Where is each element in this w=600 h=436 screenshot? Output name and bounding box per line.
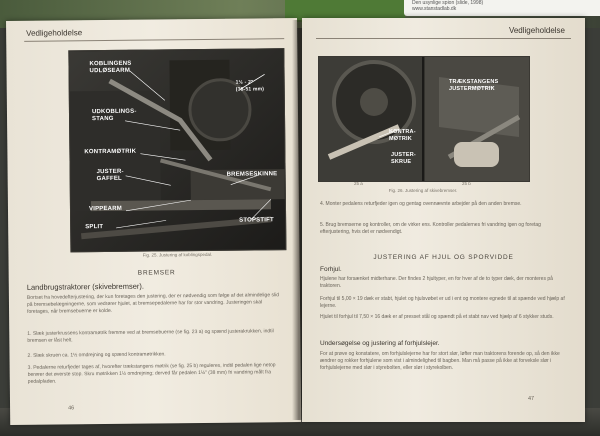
bremser-intro-paragraph: Bortset fra hovedefterjustering, der kun foretages den justering, der er nødvendig som følge af det almindelige slid på bremsebelægningerne, som vedrører hjulet, at bremsepedalerne har for stor vandring. Justeringen skal foretages, når bremsebuerne er kolde. — [26, 292, 280, 315]
forhjulslejer-paragraph: For at prøve og konstatere, om forhjulslejerne har for stort slør, løfter man traktorens forende op, så den ikke ændrer og rokker forhjulene som vist i almindelighed til bagben. Man må passe på ikke at forveksle slør i forhjulslejerne med slør i styrebolten, eller slør i styrekolben. — [320, 351, 560, 371]
section-title-bremser: BREMSER — [137, 269, 176, 277]
label-traekstangens-justermotrik: TRÆKSTANGENS JUSTERMØTRIK — [449, 79, 499, 92]
bremser-step-5: 5. Brug bremserne og kontroller, om de virker ens. Kontroller pedalernes fri vandring igen og foretag efterjustering, hvis det er nødvendigt. — [320, 222, 541, 235]
label-bremseskinne: BREMSESKINNE — [226, 171, 278, 178]
label-koblingens-udlosearm: KOBLINGENS UDLØSEARM — [89, 60, 132, 74]
forhjul-paragraph: Hjulene har forsænket midterhane. Der findes 2 hjultyper, en for hver af de to typer dæk, der monteres på traktoren. — [320, 276, 553, 289]
bremser-step-3: 3. Pedalerne returfjeder tages af, hvorefter trækstangens møtrik (se fig. 25 b) reguleres, indtil pedalen lige netop berører det øverste stop. Skru møtrikken 1½ omdrejning; derved får pedalen 1½" (38 mm) fri vandring målt fra pedalpladen. — [27, 362, 276, 385]
caption-25b: 25 b — [462, 181, 471, 186]
brake-photo-drawing — [319, 57, 529, 181]
right-photo — [318, 56, 530, 182]
bremser-step-1: 1. Slæk justerkrussens kontramøtrik fremme ved at bremsebuerne (se fig. 23 a) og spænd justerakrukken, indtil bremsen er låst helt. — [27, 328, 274, 344]
label-kontra-motrik: KONTRA- MØTRIK — [389, 129, 416, 142]
bremser-step-2: 2. Slæk skruen ca. 1½ omdrejning og spænd kontramøtrikken. — [27, 351, 166, 359]
left-head-rule — [24, 38, 284, 42]
right-running-head: Vedligeholdelse — [508, 26, 565, 35]
label-udkoblingsstang: UDKOBLINGS- STANG — [91, 108, 137, 122]
label-split: SPLIT — [85, 224, 104, 231]
right-caption: Fig. 26. Justering af skivebremser. — [388, 188, 458, 193]
corner-line-2: www.stanstadlab.dk — [412, 6, 457, 12]
label-measurement: 1½ - 2" (38-51 mm) — [235, 79, 265, 93]
bremser-step-4: 4. Monter pedalens returfjeder igen og gentag ovennævnte arbejder på den anden bremse. — [320, 201, 522, 207]
forhjul-line-a: Forhjul til 5,00 × 19 dæk er stabt, hjulet og hjulsvøbet er ud i ent og montere egnede til at spænde ved hjælp af lejerne. — [320, 296, 565, 309]
left-caption: Fig. 25. Justering af koblingspedal. — [142, 251, 213, 258]
left-photo — [68, 48, 286, 252]
right-page-number: 47 — [528, 396, 535, 402]
corner-overlay — [404, 0, 600, 16]
section-title-hjul: JUSTERING AF HJUL OG SPORVIDDE — [373, 254, 514, 261]
forhjul-line-b: Hjulet til forhjul til 7,50 × 16 dæk er af presset stål og spændt på et stabt nav ved hjælp af 6 stykker studs. — [320, 314, 554, 320]
left-running-head: Vedligeholdelse — [26, 28, 83, 38]
left-page — [6, 18, 301, 425]
label-justergaffel: JUSTER- GAFFEL — [96, 168, 124, 182]
subhead-forhjulslejer: Undersøgelse og justering af forhjulslejer. — [320, 340, 440, 347]
label-kontramotrik: KONTRAMØTRIK — [84, 148, 137, 156]
left-page-number: 46 — [68, 405, 75, 412]
label-vippearm: VIPPEARM — [88, 205, 122, 213]
label-juster-skrue: JUSTER- SKRUE — [391, 152, 416, 165]
subhead-landbrugstraktorer: Landbrugstraktorer (skivebremser). — [26, 281, 144, 292]
subhead-forhjul: Forhjul. — [320, 266, 342, 273]
corner-line-1: Den usynlige spion (slide, 1998) — [412, 0, 484, 6]
caption-25a: 25 a — [354, 181, 363, 186]
label-stopstift: STOPSTIFT — [239, 217, 274, 224]
right-page — [302, 18, 585, 422]
right-head-rule — [316, 38, 571, 39]
